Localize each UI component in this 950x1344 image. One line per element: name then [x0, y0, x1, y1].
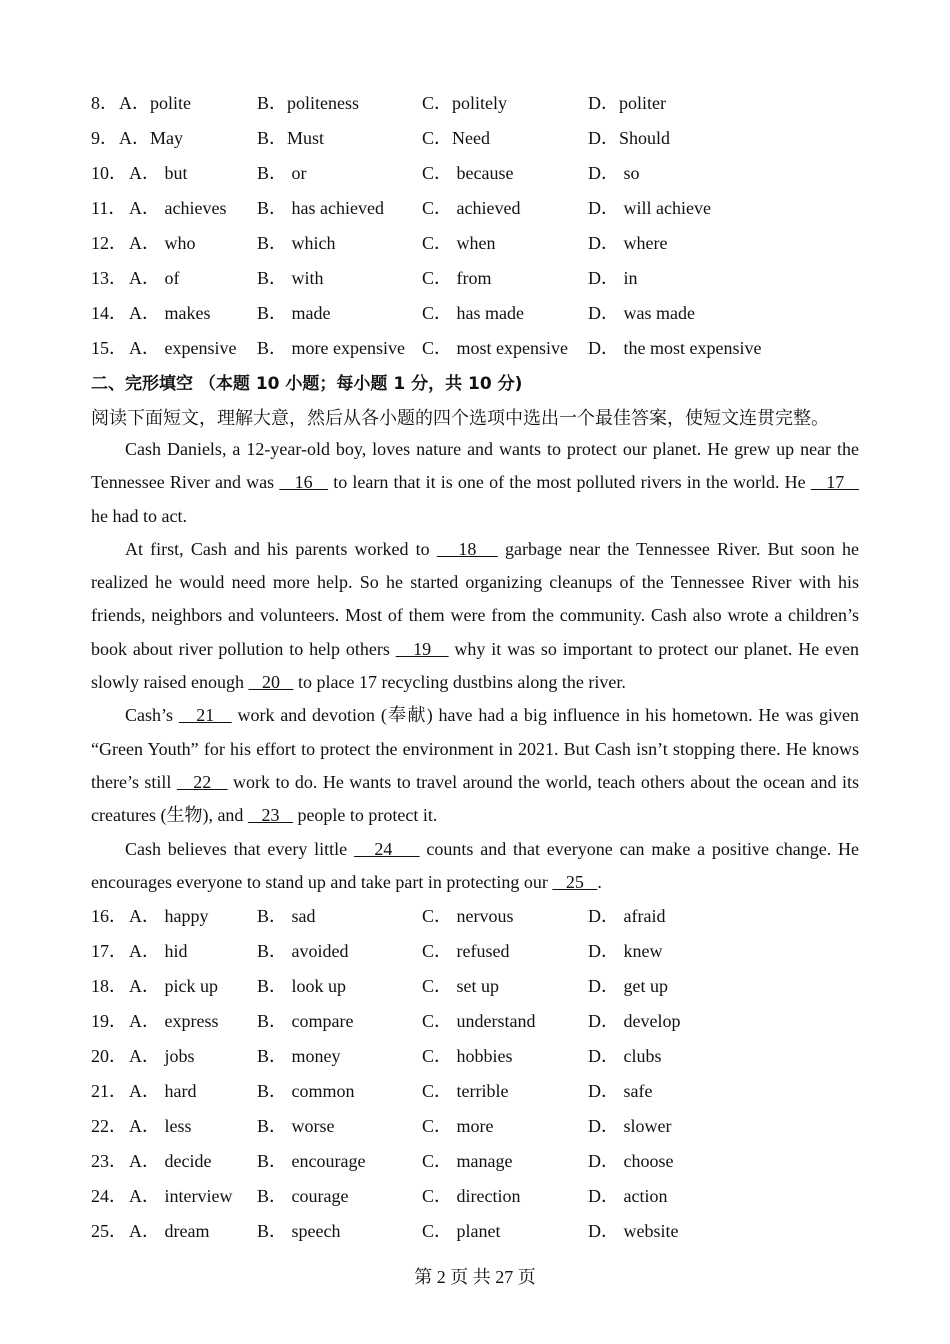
option-c: C．politely	[422, 93, 507, 113]
question-number: 17．	[91, 941, 127, 961]
option-c: C． most expensive	[422, 338, 568, 358]
question-number: 12．	[91, 233, 127, 253]
option-b: B． look up	[257, 976, 347, 996]
option-b: B． avoided	[257, 941, 349, 961]
question-number: 11．	[91, 198, 127, 218]
passage-paragraph-1: Cash Daniels, a 12-year-old boy, loves nature and wants to protect our planet. He grew up near the Tennessee River and was 16 to learn that it is one of the most polluted rivers in the world. He 17 he had to act.	[91, 439, 860, 526]
option-a: A． makes	[129, 303, 211, 323]
blank-17: 17	[810, 472, 860, 493]
option-c: C． more	[422, 1116, 494, 1136]
question-number: 19．	[91, 1011, 127, 1031]
option-d: D． afraid	[588, 906, 666, 926]
option-b: B．politeness	[257, 93, 359, 113]
option-c: C． from	[422, 268, 492, 288]
option-c: C． planet	[422, 1221, 501, 1241]
option-b: B． which	[257, 233, 336, 253]
option-b: B． or	[257, 163, 307, 183]
option-d: D． develop	[588, 1011, 681, 1031]
option-a: A． expensive	[129, 338, 237, 358]
option-a: A． decide	[129, 1151, 212, 1171]
cloze-passage	[91, 433, 859, 899]
option-c: C． understand	[422, 1011, 536, 1031]
option-a: A． hard	[129, 1081, 197, 1101]
option-b: B．Must	[257, 128, 325, 148]
blank-16: 16	[279, 472, 329, 493]
question-number: 14．	[91, 303, 127, 323]
question-number: 25．	[91, 1221, 127, 1241]
option-c: C． achieved	[422, 198, 521, 218]
passage-paragraph-3: Cash’s 21 work and devotion (奉献) have had a big influence in his hometown. He was given “Green Youth” for his effort to protect the environment in 2021. But Cash isn’t stopping there. He knows there’s still 22 work to do. He wants to travel around the world, teach others about the ocean and its creatures (生物), and 23 people to protect it.	[91, 705, 859, 826]
option-d: D． in	[588, 268, 638, 288]
option-b: B． worse	[257, 1116, 335, 1136]
option-d: D． website	[588, 1221, 679, 1241]
option-a: A． of	[129, 268, 180, 288]
question-number: 9．	[91, 128, 118, 148]
blank-22: 22	[176, 771, 228, 792]
section-instruction: 阅读下面短文，理解大意，然后从各小题的四个选项中选出一个最佳答案，使短文连贯完整。	[91, 408, 829, 428]
option-d: D． action	[588, 1186, 668, 1206]
blank-18: 18	[436, 538, 498, 559]
question-number: 8．	[91, 93, 118, 113]
passage-paragraph-2: At first, Cash and his parents worked to 18 garbage near the Tennessee River. But soon he realized he would need more help. So he started organizing cleanups of the Tennessee River with his friends, neighbors and volunteers. Most of them were from the community. Cash also wrote a children’s book about river pollution to help others 19 why it was so important to protect our planet. He even slowly raised enough 20 to place 17 recycling dustbins along the river.	[91, 538, 860, 693]
question-number: 24．	[91, 1186, 127, 1206]
option-b: B． money	[257, 1046, 341, 1066]
question-number: 18．	[91, 976, 127, 996]
option-d: D． slower	[588, 1116, 672, 1136]
option-a: A． express	[129, 1011, 219, 1031]
option-d: D．Should	[588, 128, 671, 148]
option-b: B． compare	[257, 1011, 354, 1031]
question-number: 21．	[91, 1081, 127, 1101]
question-number: 13．	[91, 268, 127, 288]
option-d: D． so	[588, 163, 640, 183]
option-c: C． set up	[422, 976, 500, 996]
passage-paragraph-4: Cash believes that every little 24 counts and that everyone can make a positive change. He encourages everyone to stand up and take part in protecting our 25 .	[91, 838, 860, 892]
option-b: B． courage	[257, 1186, 349, 1206]
option-d: D． clubs	[588, 1046, 662, 1066]
option-d: D． choose	[588, 1151, 674, 1171]
option-c: C． terrible	[422, 1081, 509, 1101]
option-a: A． less	[129, 1116, 192, 1136]
option-a: A．May	[119, 128, 183, 148]
blank-24: 24	[353, 838, 420, 859]
option-b: B． encourage	[257, 1151, 366, 1171]
option-a: A． interview	[129, 1186, 233, 1206]
option-b: B． more expensive	[257, 338, 405, 358]
option-d: D． knew	[588, 941, 663, 961]
question-number: 22．	[91, 1116, 127, 1136]
option-b: B． speech	[257, 1221, 341, 1241]
blank-25: 25	[552, 871, 598, 892]
section-heading: 二、完形填空 （本题 10 小题；每小题 1 分，共 10 分)	[91, 374, 523, 394]
option-b: B． sad	[257, 906, 316, 926]
question-number: 16．	[91, 906, 127, 926]
option-c: C．Need	[422, 128, 490, 148]
option-a: A． but	[129, 163, 188, 183]
option-c: C． manage	[422, 1151, 513, 1171]
option-d: D． get up	[588, 976, 668, 996]
option-b: B． common	[257, 1081, 355, 1101]
question-number: 10．	[91, 163, 127, 183]
option-a: A． who	[129, 233, 196, 253]
blank-21: 21	[178, 705, 232, 726]
question-number: 23．	[91, 1151, 127, 1171]
option-a: A． achieves	[129, 198, 227, 218]
option-d: D．politer	[588, 93, 666, 113]
option-a: A． dream	[129, 1221, 210, 1241]
blank-19: 19	[395, 638, 449, 659]
page-footer: 第 2 页 共 27 页	[414, 1267, 536, 1287]
question-number: 15．	[91, 338, 127, 358]
option-c: C． refused	[422, 941, 510, 961]
option-a: A．polite	[119, 93, 191, 113]
option-d: D． will achieve	[588, 198, 711, 218]
option-a: A． hid	[129, 941, 188, 961]
option-d: D． where	[588, 233, 668, 253]
option-b: B． has achieved	[257, 198, 384, 218]
option-c: C． because	[422, 163, 514, 183]
option-d: D． safe	[588, 1081, 653, 1101]
option-d: D． the most expensive	[588, 338, 762, 358]
option-c: C． direction	[422, 1186, 521, 1206]
option-c: C． when	[422, 233, 496, 253]
blank-23: 23	[247, 805, 293, 826]
option-a: A． happy	[129, 906, 209, 926]
option-b: B． made	[257, 303, 331, 323]
option-c: C． nervous	[422, 906, 514, 926]
question-number: 20．	[91, 1046, 127, 1066]
option-a: A． pick up	[129, 976, 218, 996]
blank-20: 20	[248, 672, 294, 693]
option-b: B． with	[257, 268, 324, 288]
option-d: D． was made	[588, 303, 695, 323]
option-a: A． jobs	[129, 1046, 195, 1066]
option-c: C． has made	[422, 303, 524, 323]
option-c: C． hobbies	[422, 1046, 513, 1066]
